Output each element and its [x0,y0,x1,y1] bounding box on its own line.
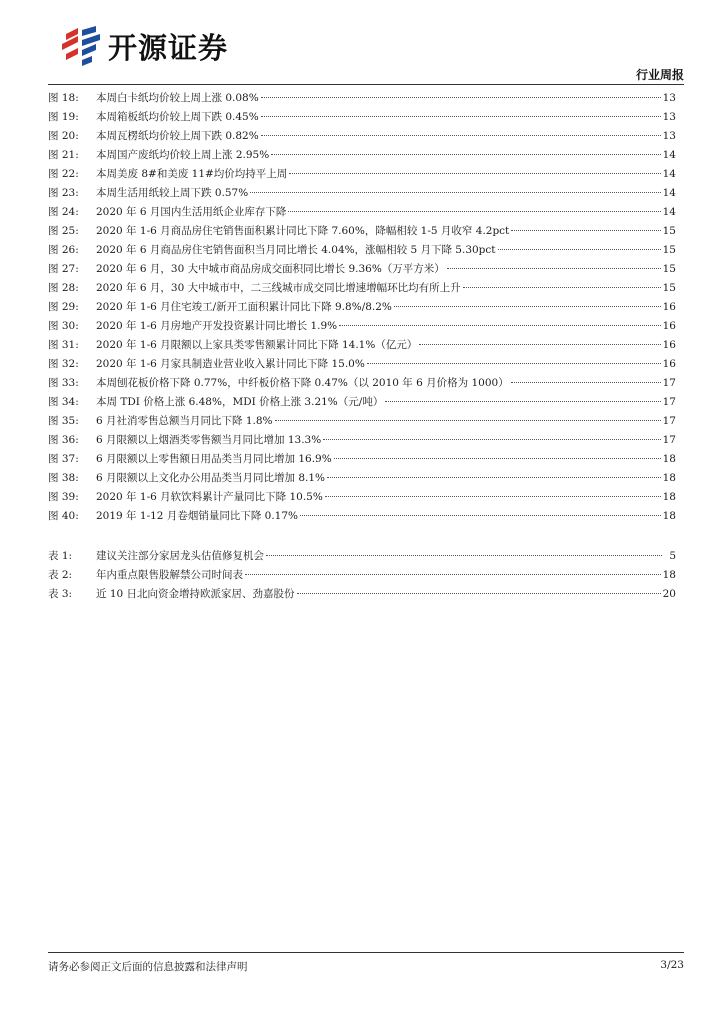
figure-entry-label: 图 22: [48,168,79,180]
figure-entry-leader-dots [367,363,661,364]
figure-entry-leader-dots [325,496,661,497]
table-entry-label: 表 1: [48,550,73,562]
figure-entry-page: 14 [662,168,676,180]
figure-entry-page: 18 [662,453,676,465]
logo-text: 开源证券 [108,30,229,65]
figure-entry[interactable] [48,298,676,317]
header-divider [48,84,684,85]
table-entry-page: 20 [662,588,676,600]
figure-entry-title: 2020 年 1-6 月限额以上家具类零售额累计同比下降 14.1%（亿元） [96,339,418,351]
page-header [48,20,684,84]
report-type: 行业周报 [635,68,684,82]
figure-entry[interactable] [48,469,676,488]
footer-divider [48,952,684,953]
figure-entry-label: 图 30: [48,320,79,332]
figure-entry-label: 图 18: [48,92,79,104]
figure-entry-title: 2020 年 6 月，30 大中城市商品房成交面积同比增长 9.36%（万平方米） [96,263,445,275]
figure-entry[interactable] [48,336,676,355]
figure-entry-leader-dots [463,287,661,288]
figure-entry-title: 本周刨花板价格下降 0.77%，中纤板价格下降 0.47%（以 2010 年 6 月价格为 1000） [96,377,509,389]
figure-entry-label: 图 23: [48,187,79,199]
figure-entry-leader-dots [511,230,660,231]
figure-entry-title: 本周瓦楞纸均价较上周下跌 0.82% [96,130,259,142]
table-entry-leader-dots [266,555,662,556]
figure-entry-title: 2020 年 6 月，30 大中城市中，二三线城市成交同比增速增幅环比均有所上升 [96,282,461,294]
figure-entry-leader-dots [261,97,661,98]
figure-entry[interactable] [48,317,676,336]
table-entry[interactable] [48,547,676,566]
figure-entry-title: 本周箱板纸均价较上周下跌 0.45% [96,111,259,123]
figure-entry-page: 14 [662,149,676,161]
figure-entry-page: 13 [662,111,676,123]
figure-entry-page: 15 [662,225,676,237]
figure-entry-page: 14 [662,187,676,199]
figure-entry-leader-dots [419,344,660,345]
figure-entry-page: 15 [662,244,676,256]
figure-entry-title: 2020 年 6 月商品房住宅销售面积当月同比增长 4.04%，涨幅相较 5 月下降 5.30pct [96,244,496,256]
table-entry-leader-dots [297,593,661,594]
figure-entry-leader-dots [327,477,661,478]
figure-entry-label: 图 29: [48,301,79,313]
figure-entry-label: 图 39: [48,491,79,503]
figure-entry-leader-dots [339,325,660,326]
table-entry-title: 年内重点限售股解禁公司时间表 [96,569,243,581]
figure-entry-title: 2020 年 1-6 月住宅竣工/新开工面积累计同比下降 9.8%/8.2% [96,301,392,313]
figure-list [48,89,676,526]
figure-entry-title: 6 月限额以上烟酒类零售额当月同比增加 13.3% [96,434,322,446]
figure-entry[interactable] [48,108,676,127]
figure-entry-leader-dots [250,192,660,193]
figure-entry-page: 16 [662,339,676,351]
figure-entry-page: 17 [662,415,676,427]
figure-entry-leader-dots [498,249,661,250]
figure-entry[interactable] [48,260,676,279]
figure-entry-title: 6 月限额以上零售额日用品类当月同比增加 16.9% [96,453,332,465]
figure-entry-title: 本周国产废纸均价较上周上涨 2.95% [96,149,270,161]
figure-entry-title: 2020 年 1-6 月软饮料累计产量同比下降 10.5% [96,491,323,503]
figure-entry-page: 17 [662,396,676,408]
figure-entry-label: 图 34: [48,396,79,408]
figure-entry-page: 15 [662,282,676,294]
figure-entry-leader-dots [511,382,661,383]
figure-entry-page: 13 [662,92,676,104]
table-entry[interactable] [48,585,676,604]
figure-entry[interactable] [48,203,676,222]
figure-entry-title: 2020 年 6 月国内生活用纸企业库存下降 [96,206,287,218]
footer-disclaimer: 请务必参阅正文后面的信息披露和法律声明 [48,961,248,973]
figure-entry-leader-dots [261,116,661,117]
figure-entry[interactable] [48,488,676,507]
company-logo [56,24,228,68]
figure-entry[interactable] [48,127,676,146]
figure-entry-label: 图 37: [48,453,79,465]
figure-entry-leader-dots [271,154,660,155]
table-entry-title: 建议关注部分家居龙头估值修复机会 [96,550,264,562]
figure-entry[interactable] [48,374,676,393]
figure-entry-page: 15 [662,263,676,275]
figure-entry-title: 2019 年 1-12 月卷烟销量同比下降 0.17% [96,510,299,522]
figure-entry-page: 13 [662,130,676,142]
figure-entry-title: 2020 年 1-6 月房地产开发投资累计同比增长 1.9% [96,320,338,332]
figure-entry[interactable] [48,89,676,108]
figure-entry-page: 17 [662,377,676,389]
figure-entry-label: 图 36: [48,434,79,446]
figure-entry[interactable] [48,241,676,260]
table-entry-leader-dots [245,574,661,575]
figure-entry-label: 图 20: [48,130,79,142]
figure-entry-page: 16 [662,320,676,332]
figure-entry-label: 图 24: [48,206,79,218]
figure-entry-title: 本周白卡纸均价较上周上涨 0.08% [96,92,259,104]
figure-entry-label: 图 32: [48,358,79,370]
table-list [48,547,676,604]
figure-entry-label: 图 25: [48,225,79,237]
table-entry-title: 近 10 日北向资金增持欧派家居、劲嘉股份 [96,588,295,600]
figure-entry[interactable] [48,412,676,431]
figure-entry-title: 2020 年 1-6 月商品房住宅销售面积累计同比下降 7.60%，降幅相较 1-5 月收窄 4.2pct [96,225,510,237]
figure-entry-leader-dots [385,401,660,402]
figure-entry-title: 6 月社消零售总额当月同比下降 1.8% [96,415,273,427]
figure-entry-page: 16 [662,301,676,313]
figure-entry-label: 图 21: [48,149,79,161]
figure-entry-page: 17 [662,434,676,446]
figure-entry-label: 图 40: [48,510,79,522]
logo-mark-icon [56,26,104,66]
figure-entry[interactable] [48,279,676,298]
figure-entry-leader-dots [289,173,660,174]
table-entry[interactable] [48,566,676,585]
figure-entry-page: 18 [662,510,676,522]
figure-entry-leader-dots [288,211,660,212]
figure-entry-leader-dots [323,439,660,440]
figure-entry-title: 2020 年 1-6 月家具制造业营业收入累计同比下降 15.0% [96,358,365,370]
figure-entry-leader-dots [334,458,661,459]
figure-entry-leader-dots [261,135,661,136]
figure-entry-label: 图 27: [48,263,79,275]
figure-entry-page: 18 [662,491,676,503]
figure-entry[interactable] [48,146,676,165]
figure-entry-leader-dots [394,306,661,307]
figure-entry-leader-dots [300,515,661,516]
figure-entry-label: 图 28: [48,282,79,294]
page-number: 3/23 [660,959,684,971]
figure-entry-title: 本周美废 8#和美废 11#均价均持平上周 [96,168,288,180]
figure-entry-leader-dots [447,268,661,269]
figure-entry-label: 图 31: [48,339,79,351]
figure-entry[interactable] [48,431,676,450]
table-entry-page: 5 [669,550,676,562]
figure-entry[interactable] [48,393,676,412]
figure-entry[interactable] [48,222,676,241]
figure-entry-title: 6 月限额以上文化办公用品类当月同比增加 8.1% [96,472,326,484]
table-entry-label: 表 3: [48,588,73,600]
figure-entry-page: 14 [662,206,676,218]
page-footer [48,952,684,974]
figure-entry-label: 图 26: [48,244,79,256]
figure-entry-page: 18 [662,472,676,484]
figure-entry-leader-dots [275,420,661,421]
figure-entry-label: 图 33: [48,377,79,389]
figure-entry[interactable] [48,165,676,184]
figure-entry-title: 本周 TDI 价格上涨 6.48%，MDI 价格上涨 3.21%（元/吨） [96,396,384,408]
figure-entry[interactable] [48,507,676,526]
figure-entry-page: 16 [662,358,676,370]
figure-entry[interactable] [48,450,676,469]
figure-entry-title: 本周生活用纸较上周下跌 0.57% [96,187,249,199]
figure-entry-label: 图 38: [48,472,79,484]
figure-entry-label: 图 35: [48,415,79,427]
table-entry-label: 表 2: [48,569,73,581]
figure-entry[interactable] [48,355,676,374]
figure-entry-label: 图 19: [48,111,79,123]
figure-entry[interactable] [48,184,676,203]
table-entry-page: 18 [662,569,676,581]
